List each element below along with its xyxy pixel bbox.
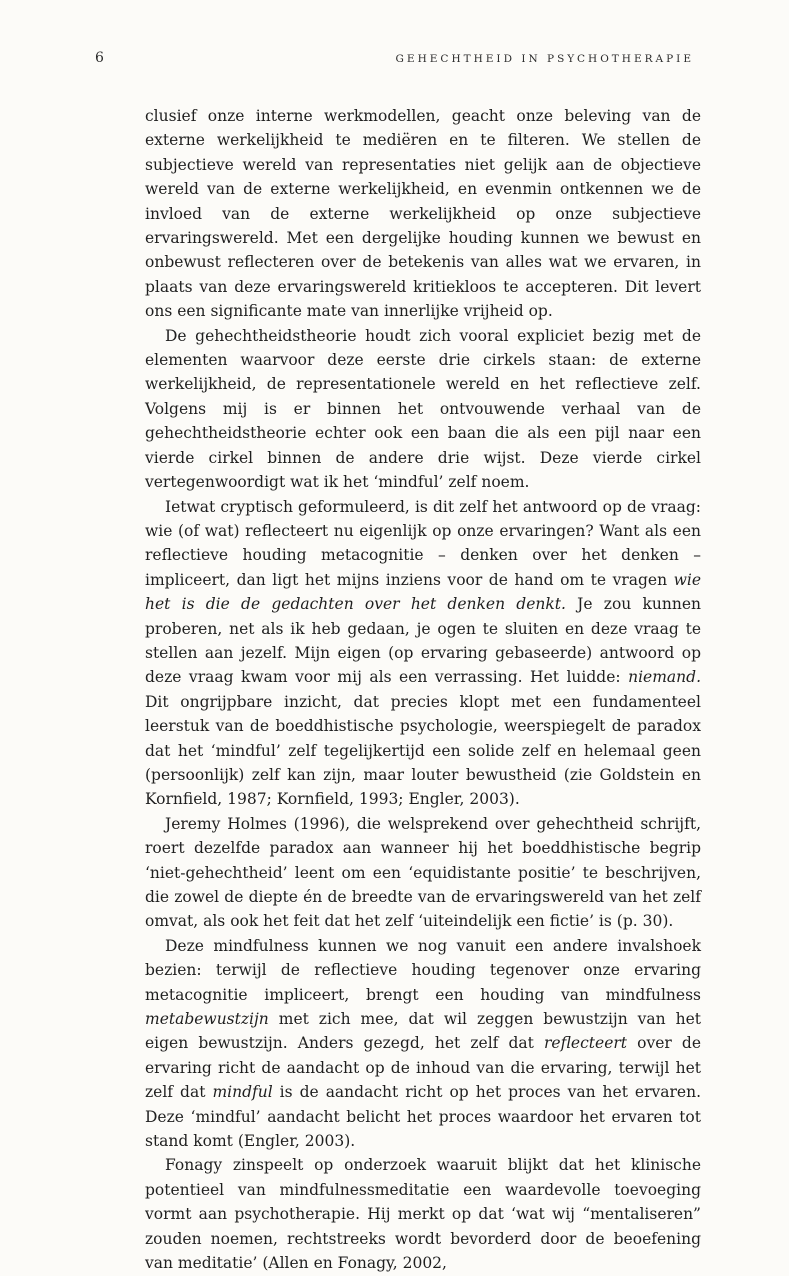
body-text	[145, 104, 701, 1276]
text-segment: met zich mee, dat wil zeggen bewustzijn van het eigen bewustzijn. Anders gezegd, het zelf dat	[145, 1010, 701, 1053]
running-head: GEHECHTHEID IN PSYCHOTHERAPIE	[395, 53, 694, 65]
paragraph	[145, 495, 701, 812]
text-segment: Fonagy zinspeelt op onderzoek waaruit blijkt dat het klinische potentieel van mindfulnessmeditatie een waardevolle toevoeging vormt aan psychotherapie. Hij merkt op dat ‘wat wij “mentaliseren” zouden noemen, rechtstreeks wordt bevorderd door de beoefening van meditatie’ (Allen en Fonagy, 2002,	[145, 1156, 701, 1273]
paragraph	[145, 324, 701, 495]
text-segment: Je zou kunnen proberen, net als ik heb gedaan, je ogen te sluiten en deze vraag te stellen aan jezelf. Mijn eigen (op ervaring gebaseerde) antwoord op deze vraag kwam voor mij als een verrassing. Het luidde:	[145, 595, 701, 687]
text-segment: is de aandacht richt op het proces van het ervaren. Deze ‘mindful’ aandacht belicht het proces waardoor het ervaren tot stand komt (Engler, 2003).	[145, 1083, 702, 1151]
italic-segment: metabewustzijn	[145, 1010, 269, 1029]
text-segment: over de ervaring richt de aandacht op de inhoud van die ervaring, terwijl het zelf dat	[145, 1034, 702, 1102]
text-segment: Deze mindfulness kunnen we nog vanuit een andere invalshoek bezien: terwijl de reflectieve houding tegenover onze ervaring metacognitie impliceert, brengt een houding van mindfulness	[145, 936, 701, 1004]
text-segment: Jeremy Holmes (1996), die welsprekend over gehechtheid schrijft, roert dezelfde paradox aan wanneer hij het boeddhistische begrip ‘niet-gehechtheid’ leent om een ‘equidistante positie’ te beschrijven, die zowel de diepte én de breedte van de ervaringswereld van het zelf omvat, als ook het feit dat het zelf ‘uiteindelijk een fictie’ is (p. 30).	[145, 814, 701, 931]
text-segment: Ietwat cryptisch geformuleerd, is dit zelf het antwoord op de vraag: wie (of wat) reflecteert nu eigenlijk op onze ervaringen? Want als een reflectieve houding metacognitie – denken over het denken – impliceert, dan ligt het mijns inziens voor de hand om te vragen	[145, 497, 701, 589]
paragraph	[145, 104, 701, 324]
italic-segment: wie het is die de gedachten over het denken denkt.	[145, 570, 701, 614]
paragraph	[145, 1153, 701, 1275]
italic-segment: reflecteert	[544, 1034, 628, 1053]
text-segment: clusief onze interne werkmodellen, geacht onze beleving van de externe werkelijkheid te mediëren en te filteren. We stellen de subjectieve wereld van representaties niet gelijk aan de objectieve wereld van de externe werkelijkheid, en evenmin ontkennen we de invloed van de externe werkelijkheid op onze subjectieve ervaringswereld. Met een dergelijke houding kunnen we bewust en onbewust reflecteren over de betekenis van alles wat we ervaren, in plaats van deze ervaringswereld kritiekloos te accepteren. Dit levert ons een significante mate van innerlijke vrijheid op.	[145, 107, 701, 321]
paragraph	[145, 934, 701, 1154]
text-segment: De gehechtheidstheorie houdt zich vooral expliciet bezig met de elementen waarvoor deze eerste drie cirkels staan: de externe werkelijkheid, de representationele wereld en het reflectieve zelf. Volgens mij is er binnen het ontvouwende verhaal van de gehechtheidstheorie echter ook een baan die als een pijl naar een vierde cirkel binnen de andere drie wijst. Deze vierde cirkel vertegenwoordigt wat ik het ‘mindful’ zelf noem.	[145, 326, 701, 492]
text-segment: Dit ongrijpbare inzicht, dat precies klopt met een fundamenteel leerstuk van de boeddhistische psychologie, weerspiegelt de paradox dat het ‘mindful’ zelf tegelijkertijd een solide zelf en helemaal geen (persoonlijk) zelf kan zijn, maar louter bewustheid (zie Goldstein en Kornfield, 1987; Kornfield, 1993; Engler, 2003).	[145, 692, 701, 809]
paragraph	[145, 812, 701, 934]
page-number: 6	[95, 50, 104, 66]
italic-segment: mindful	[212, 1083, 273, 1102]
italic-segment: niemand.	[628, 668, 701, 687]
